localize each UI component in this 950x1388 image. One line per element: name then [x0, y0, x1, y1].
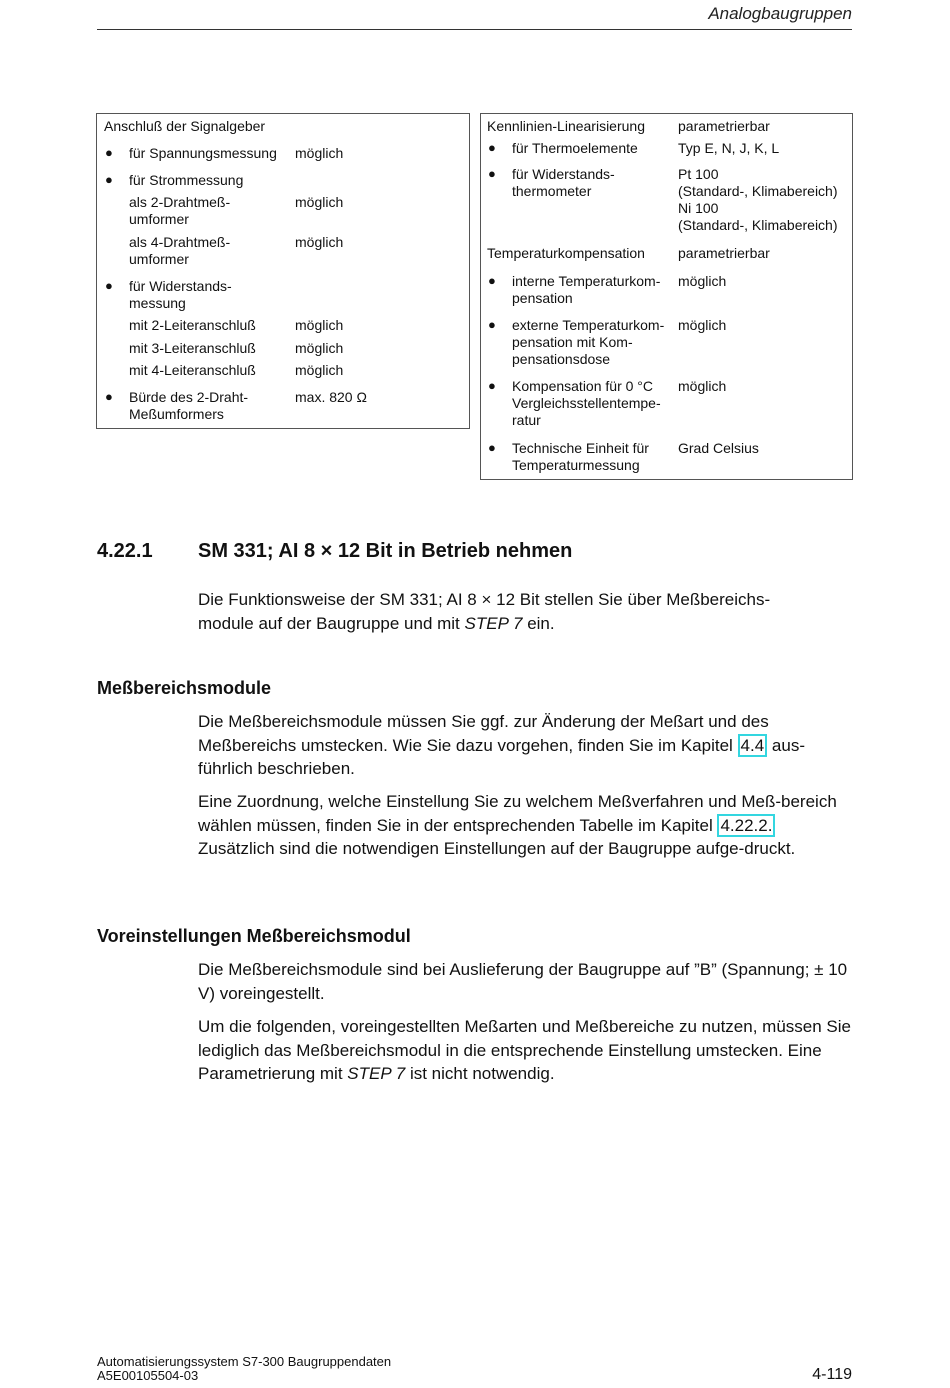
table-row-label: Temperaturkompensation	[487, 245, 645, 261]
table-row-label: Kennlinien-Linearisierung	[487, 118, 645, 134]
bullet-icon: ●	[488, 166, 496, 181]
subheading-voreinstellungen: Voreinstellungen Meßbereichsmodul	[97, 926, 411, 946]
table-row-value: Grad Celsius	[678, 440, 759, 456]
footer	[97, 1355, 391, 1383]
table-row-value: Pt 100	[678, 166, 719, 182]
subheading-messbereichsmodule: Meßbereichsmodule	[97, 678, 272, 698]
table-heading: Anschluß der Signalgeber	[104, 118, 266, 134]
table-row-value: möglich	[678, 378, 727, 394]
footer-title: Automatisierungssystem S7-300 Baugruppendaten	[97, 1354, 392, 1369]
table-row-value: möglich	[295, 362, 344, 378]
linearization-table	[480, 113, 853, 480]
table-row-label: mit 2-Leiteranschluß	[129, 317, 256, 333]
table-row-value: parametrierbar	[678, 118, 770, 134]
table-row-label: Bürde des 2-Draht-	[129, 389, 249, 405]
paragraph-text: Zusätzlich sind die notwendigen Einstellungen auf der Baugruppe aufge-druckt.	[198, 839, 796, 858]
table-row-value: max. 820 Ω	[295, 389, 367, 405]
table-row-label: für Thermoelemente	[512, 140, 638, 156]
section-intro	[198, 588, 858, 635]
bullet-icon: ●	[488, 273, 496, 288]
table-row-label: umformer	[129, 251, 189, 267]
paragraph-text: aus-führlich beschrieben.	[198, 735, 805, 778]
table-row-label: pensationsdose	[512, 351, 611, 367]
bullet-icon: ●	[105, 172, 113, 187]
table-row-label: für Widerstands-	[129, 278, 232, 294]
table-row-label: ratur	[512, 412, 541, 428]
table-row-label: als 4-Drahtmeß-	[129, 234, 231, 250]
table-row-label: Kompensation für 0 °C	[512, 378, 654, 394]
running-header-title: Analogbaugruppen	[708, 4, 852, 23]
table-row-label: interne Temperaturkom-	[512, 273, 661, 289]
section-number: 4.22.1	[97, 540, 153, 562]
table-row-value: möglich	[295, 340, 344, 356]
bullet-icon: ●	[488, 317, 496, 332]
table-row-label: für Widerstands-	[512, 166, 615, 182]
section-title: SM 331; AI 8 × 12 Bit in Betrieb nehmen	[198, 540, 573, 562]
messbereich-paragraph-1	[198, 710, 838, 781]
page-number: 4-119	[812, 1366, 852, 1383]
table-row-label: Technische Einheit für	[512, 440, 649, 456]
intro-line-1: Die Funktionsweise der SM 331; AI 8 × 12 Bit stellen Sie über Meßbereichs-	[198, 590, 771, 609]
table-row-label: thermometer	[512, 183, 592, 199]
bullet-icon: ●	[105, 389, 113, 404]
paragraph-text: Die Meßbereichsmodule müssen Sie ggf. zur Änderung der Meßart und des Meßbereichs umstecken. Wie Sie dazu vorgehen, finden Sie im Kapitel	[198, 712, 769, 755]
table-row-value: möglich	[295, 145, 344, 161]
step7-term: STEP 7	[464, 613, 523, 633]
paragraph-text: ist nicht notwendig.	[405, 1064, 555, 1083]
chapter-link-4-4[interactable]: 4.4	[738, 734, 768, 757]
voreinstellung-paragraph-2	[198, 1015, 858, 1086]
intro-line-2: module auf der Baugruppe und mit	[198, 613, 465, 633]
table-row-label: für Strommessung	[129, 172, 244, 188]
table-row-label: externe Temperaturkom-	[512, 317, 665, 333]
table-row-label: pensation	[512, 290, 573, 306]
table-row-label: messung	[129, 295, 186, 311]
header-rule	[97, 29, 852, 30]
bullet-icon: ●	[105, 278, 113, 293]
table-row-label: Temperaturmessung	[512, 457, 640, 473]
messbereich-paragraph-2	[198, 790, 838, 861]
step7-term: STEP 7	[347, 1064, 406, 1083]
bullet-icon: ●	[488, 378, 496, 393]
footer-docnumber: A5E00105504-03	[97, 1368, 199, 1383]
table-row-label: als 2-Drahtmeß-	[129, 194, 231, 210]
table-row-value: möglich	[295, 234, 344, 250]
chapter-link-4-22-2[interactable]: 4.22.2.	[717, 814, 775, 837]
table-row-value: (Standard-, Klimabereich)	[678, 217, 838, 233]
table-row-label: Vergleichsstellentempe-	[512, 395, 661, 411]
intro-line-2-end: ein.	[522, 613, 555, 633]
bullet-icon: ●	[488, 440, 496, 455]
table-row-label: pensation mit Kom-	[512, 334, 633, 350]
bullet-icon: ●	[488, 140, 496, 155]
table-row-value: parametrierbar	[678, 245, 770, 261]
bullet-icon: ●	[105, 145, 113, 160]
voreinstellung-paragraph-1	[198, 958, 848, 1005]
table-row-label: für Spannungsmessung	[129, 145, 277, 161]
table-row-value: möglich	[678, 317, 727, 333]
signal-connection-table	[96, 113, 470, 429]
table-row-value: (Standard-, Klimabereich)	[678, 183, 838, 199]
table-row-label: mit 3-Leiteranschluß	[129, 340, 256, 356]
table-row-value: Typ E, N, J, K, L	[678, 140, 780, 156]
paragraph-text: Die Meßbereichsmodule sind bei Auslieferung der Baugruppe auf ”B” (Spannung; ± 10 V) voreingestellt.	[198, 960, 848, 1003]
table-row-label: Meßumformers	[129, 406, 224, 422]
table-row-label: umformer	[129, 211, 189, 227]
table-row-value: möglich	[295, 317, 344, 333]
paragraph-text: Um die folgenden, voreingestellten Meßarten und Meßbereiche zu nutzen, müssen Sie lediglich das Meßbereichsmodul in die entsprechende Einstellung umstecken. Eine Parametrierung mit	[198, 1017, 851, 1083]
table-row-label: mit 4-Leiteranschluß	[129, 362, 256, 378]
paragraph-text: Eine Zuordnung, welche Einstellung Sie zu welchem Meßverfahren und Meß-bereich wählen müssen, finden Sie in der entsprechenden Tabelle im Kapitel	[198, 792, 837, 835]
table-row-value: möglich	[678, 273, 727, 289]
table-row-value: möglich	[295, 194, 344, 210]
table-row-value: Ni 100	[678, 200, 719, 216]
